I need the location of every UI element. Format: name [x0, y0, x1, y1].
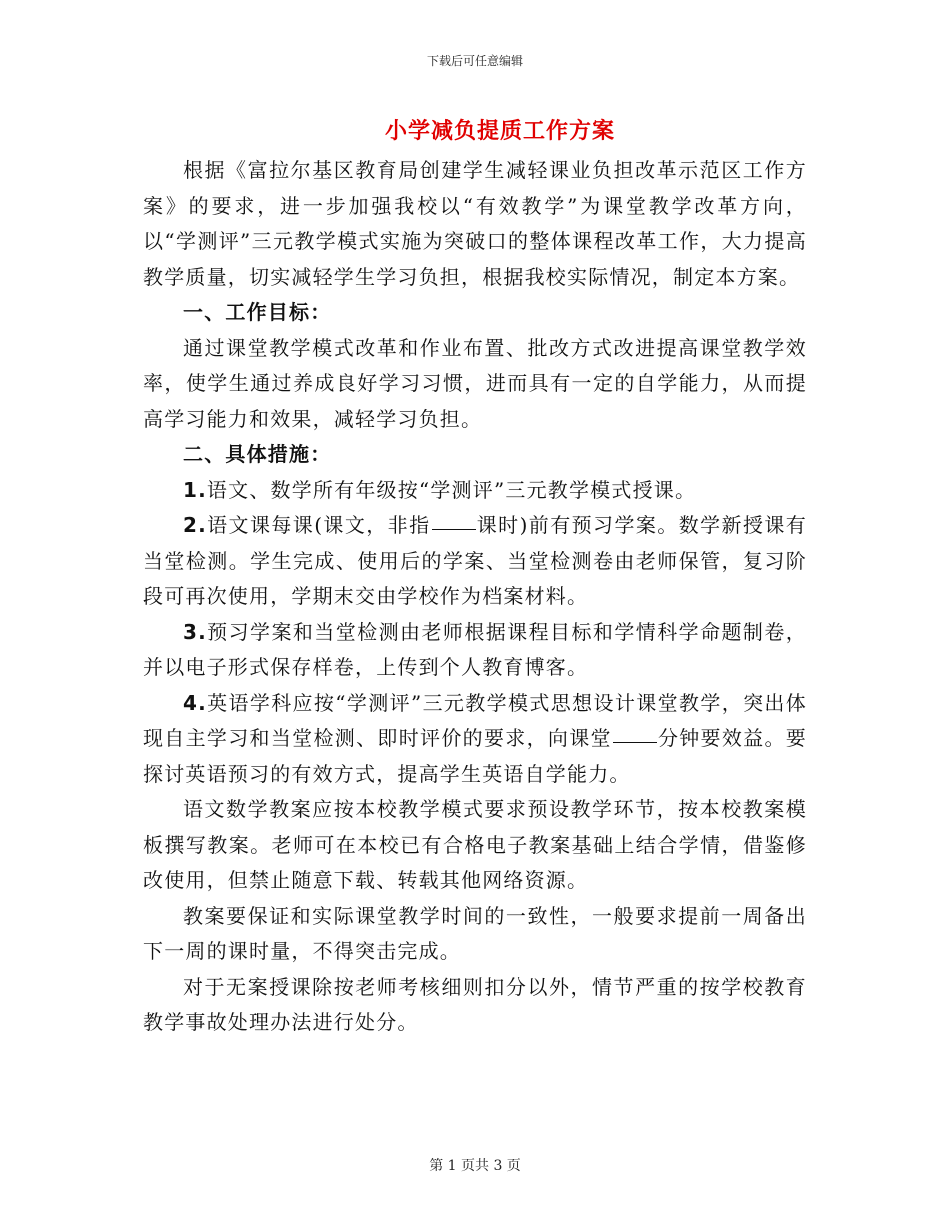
measure-number: 2.: [183, 513, 207, 537]
intro-paragraph: 根据《富拉尔基区教育局创建学生减轻课业负担改革示范区工作方案》的要求，进一步加强我校以“有效教学”为课堂教学改革方向，以“学测评”三元教学模式实施为突破口的整体课程改革工作，大力提高教学质量，切实减轻学生学习负担，根据我校实际情况，制定本方案。: [143, 158, 807, 289]
lesson-timing-paragraph: 教案要保证和实际课堂教学时间的一致性，一般要求提前一周备出下一周的课时量，不得突击完成。: [143, 903, 807, 963]
document-title: 小学减负提质工作方案: [384, 118, 615, 144]
fill-in-blank: [613, 741, 657, 743]
measure-item-3: [143, 615, 807, 686]
page-header-note: 下载后可任意编辑: [426, 54, 523, 68]
measure-number: 4.: [183, 690, 207, 715]
document-body: [143, 153, 807, 1041]
measure-item-4: [143, 686, 807, 793]
measure-text-part-b: 课时)前有预习学案。数学新授课有当堂检测。学生完成、使用后的学案、当堂检测卷由老师保管，复习阶段可再次使用，学期末交由学校作为档案材料。: [143, 513, 807, 608]
section-heading-measures: 二、具体措施：: [183, 442, 332, 466]
penalty-paragraph: 对于无案授课除按老师考核细则扣分以外，情节严重的按学校教育教学事故处理办法进行处分。: [143, 974, 807, 1034]
page-footer-number: 第 1 页共 3 页: [429, 1158, 521, 1174]
section-heading-goals: 一、工作目标：: [183, 300, 332, 324]
measure-text: 预习学案和当堂检测由老师根据课程目标和学情科学命题制卷，并以电子形式保存样卷，上传到个人教育博客。: [143, 619, 807, 679]
measure-text: 语文、数学所有年级按“学测评”三元教学模式授课。: [206, 477, 697, 502]
measure-number: 3.: [183, 619, 207, 644]
goals-paragraph: 通过课堂教学模式改革和作业布置、批改方式改进提高课堂教学效率，使学生通过养成良好学习习惯，进而具有一定的自学能力，从而提高学习能力和效果，减轻学习负担。: [143, 335, 807, 431]
measure-item-1: [143, 473, 807, 509]
measure-number: 1.: [183, 477, 207, 502]
measure-text-part-b: 分钟要效益。要探讨英语预习的有效方式，提高学生英语自学能力。: [143, 726, 807, 786]
fill-in-blank: [432, 528, 476, 530]
measure-text-part-a: 语文课每课(课文，非指: [206, 513, 431, 537]
measure-text-part-a: 英语学科应按“学测评”三元教学模式思想设计课堂教学，突出体现自主学习和当堂检测、即时评价的要求，向课堂: [143, 690, 807, 750]
lesson-plan-paragraph: 语文数学教案应按本校教学模式要求预设教学环节，按本校教案模板撰写教案。老师可在本校已有合格电子教案基础上结合学情，借鉴修改使用，但禁止随意下载、转载其他网络资源。: [143, 797, 807, 892]
measure-item-2: [143, 508, 807, 615]
